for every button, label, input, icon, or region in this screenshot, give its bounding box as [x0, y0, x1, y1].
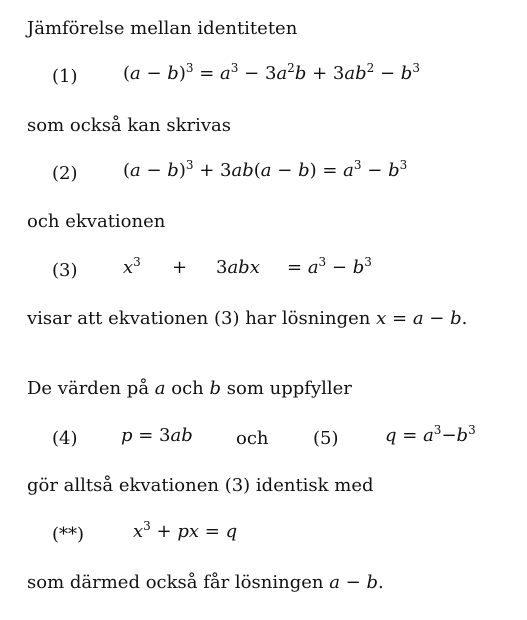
values-line	[27, 378, 352, 399]
var-a: a	[154, 378, 166, 399]
makes-text: gör alltså ekvationen (3) identisk med	[27, 475, 374, 496]
eqstar-label: (**)	[52, 524, 85, 545]
eq1-formula: $(a - b)^3 = a^3 - 3a^2b + 3ab^2 - b^3$	[123, 61, 420, 84]
shows-text: visar att ekvationen (3) har lösningen	[27, 308, 371, 329]
values-and-text: och	[171, 378, 204, 399]
and-equation-text: och ekvationen	[27, 211, 166, 232]
also-written-text: som också kan skrivas	[27, 115, 231, 136]
intro-text: Jämförelse mellan identiteten	[27, 18, 298, 39]
values-suffix-text: som uppfyller	[226, 378, 352, 399]
eq3-plus: +	[172, 257, 188, 278]
eq4-formula: p = 3ab	[121, 425, 193, 446]
var-b: b	[209, 378, 222, 399]
eq5-formula: $q = a^3-b^3$	[385, 423, 476, 446]
och-text: och	[236, 428, 269, 449]
thus-text: som därmed också får lösningen	[27, 572, 324, 593]
eq3-label: (3)	[52, 260, 78, 281]
final-solution: a − b	[329, 572, 378, 593]
eq1-label: (1)	[52, 66, 78, 87]
eq2-formula: $(a - b)^3 + 3ab(a - b) = a^3 - b^3$	[123, 158, 408, 181]
eq4-label: (4)	[52, 428, 78, 449]
eq3-term: 3abx	[216, 257, 260, 278]
eqstar-formula: $x^3$ + px = q	[133, 519, 238, 542]
values-prefix-text: De värden på	[27, 378, 150, 399]
shows-line: visar att ekvationen (3) har lösningen x = a − b.	[27, 308, 468, 329]
thus-line: som därmed också får lösningen a − b.	[27, 572, 384, 593]
eq3-rhs: = $a^3 - b^3$	[287, 255, 372, 278]
solution-formula: x = a − b	[376, 308, 462, 329]
eq5-label: (5)	[313, 428, 339, 449]
eq2-label: (2)	[52, 163, 78, 184]
eq3-formula: $x^3$	[123, 255, 141, 278]
